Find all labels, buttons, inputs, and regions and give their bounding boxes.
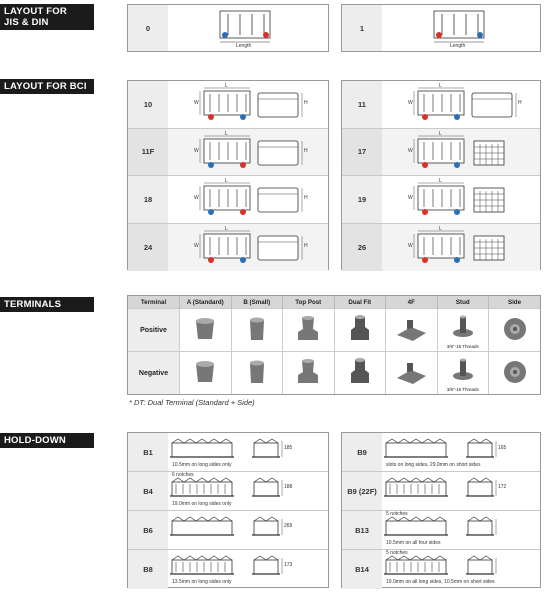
dim-height-label: H — [304, 100, 308, 106]
layout-code: 24 — [128, 224, 168, 272]
dim-length-label: L — [439, 130, 442, 137]
holddown-diagram — [168, 550, 328, 589]
terminal-cell — [437, 352, 489, 394]
dim-length-label: L — [225, 225, 228, 232]
side-terminal-icon — [497, 313, 533, 348]
table-header: Terminal — [128, 296, 180, 309]
holddown-diagram — [382, 472, 540, 510]
table-row — [128, 352, 540, 394]
holddown-row — [128, 433, 328, 472]
terminal-cell — [386, 352, 438, 394]
holddown-row — [128, 472, 328, 511]
holddown-dimension: 172 — [498, 484, 507, 490]
bci-layout-box-right — [341, 80, 541, 270]
table-header: Dual Fit — [334, 296, 386, 309]
table-header: Side — [489, 296, 541, 309]
layout-code: 10 — [128, 81, 168, 128]
holddown-diagram — [168, 511, 328, 549]
battery-layout-diagram — [168, 129, 328, 176]
terminal-cell — [334, 309, 386, 352]
battery-layout-diagram — [382, 176, 540, 223]
notch-count-label: 6 notches — [172, 472, 194, 478]
terminal-cell — [334, 352, 386, 394]
holddown-diagram — [382, 433, 540, 471]
holddown-caption: 13.5mm on long sides only — [172, 579, 232, 585]
stud-terminal-icon — [445, 354, 481, 389]
section-header-holddown: HOLD-DOWN — [0, 433, 94, 448]
section-header-line2: JIS & DIN — [4, 17, 49, 28]
table-header: 4F — [386, 296, 438, 309]
dim-height-label: H — [304, 195, 308, 201]
layout-code: 0 — [128, 5, 168, 51]
holddown-caption: 10.5mm on all four sides — [386, 540, 441, 546]
stud-terminal-icon — [445, 311, 481, 346]
dim-width-label: W — [408, 100, 413, 106]
dim-height-label: H — [304, 242, 308, 249]
battery-layout-diagram — [168, 176, 328, 223]
holddown-dimension: 173 — [284, 562, 293, 568]
bci-layout-row — [342, 129, 540, 177]
holddown-dimension: 269 — [284, 523, 293, 529]
table-header: Top Post — [283, 296, 335, 309]
dim-length-label: L — [439, 178, 442, 184]
holddown-caption: 19.0mm on long sides only — [172, 501, 232, 507]
b-small-terminal-icon — [239, 313, 275, 348]
holddown-row — [342, 472, 540, 511]
layout-code: 11 — [342, 81, 382, 128]
dim-length-label: L — [225, 178, 228, 184]
holddown-diagram — [168, 472, 328, 510]
bci-layout-row — [128, 129, 328, 177]
holddown-diagram — [382, 511, 540, 549]
section-header-line1: LAYOUT FOR — [4, 6, 67, 17]
layout-code: 26 — [342, 224, 382, 272]
table-header: B (Small) — [231, 296, 283, 309]
terminal-cell — [231, 309, 283, 352]
a-standard-terminal-icon — [187, 313, 223, 348]
dim-width-label: W — [408, 242, 413, 249]
dim-width-label: W — [194, 195, 199, 201]
holddown-code: B14 — [342, 550, 382, 589]
a-standard-terminal-icon — [187, 356, 223, 391]
battery-layout-diagram — [382, 5, 540, 51]
dim-width-label: W — [194, 147, 199, 154]
layout-code: 1 — [342, 5, 382, 51]
layout-code: 18 — [128, 176, 168, 223]
dim-length-label: L — [439, 83, 442, 89]
bci-layout-row — [342, 81, 540, 129]
holddown-code: B4 — [128, 472, 168, 510]
terminal-row-label: Negative — [128, 352, 180, 394]
bci-layout-row — [342, 176, 540, 224]
battery-layout-diagram — [382, 224, 540, 272]
terminal-cell — [386, 309, 438, 352]
bci-layout-row — [128, 176, 328, 224]
terminals-footnote: * DT: Dual Terminal (Standard + Side) — [129, 398, 255, 407]
terminals-table — [127, 295, 541, 395]
bci-layout-row — [342, 224, 540, 272]
dim-width-label: W — [194, 242, 199, 249]
bci-layout-row — [128, 81, 328, 129]
4f-terminal-icon — [393, 313, 429, 348]
jis-layout-box-right — [341, 4, 541, 52]
4f-terminal-icon — [393, 356, 429, 391]
notch-count-label: 5 notches — [386, 511, 408, 517]
holddown-dimension: 185 — [284, 445, 293, 451]
holddown-code: B1 — [128, 433, 168, 471]
holddown-code: B9 (22F) — [342, 472, 382, 510]
battery-layout-diagram — [382, 129, 540, 176]
section-header-jis-din — [0, 4, 94, 30]
dim-length-label: L — [225, 130, 228, 137]
notch-count-label: 5 notches — [386, 550, 408, 556]
top-post-terminal-icon — [290, 313, 326, 348]
terminal-cell — [489, 309, 541, 352]
holddown-code: B13 — [342, 511, 382, 549]
stud-thread-note: 3/8"-16 Threads — [446, 387, 479, 392]
terminal-cell — [283, 352, 335, 394]
holddown-code: B6 — [128, 511, 168, 549]
holddown-box-right — [341, 432, 541, 588]
holddown-dimension: 188 — [284, 484, 293, 490]
stud-thread-note: 3/8"-16 Threads — [446, 344, 479, 349]
layout-code: 11F — [128, 129, 168, 176]
holddown-caption: slots on long sides, 29.0mm on short sides — [386, 462, 481, 468]
dual-fit-terminal-icon — [342, 356, 378, 391]
terminal-cell — [437, 309, 489, 352]
jis-layout-box-left — [127, 4, 329, 52]
terminal-cell — [231, 352, 283, 394]
section-header-terminals: TERMINALS — [0, 297, 94, 312]
side-terminal-icon — [497, 356, 533, 391]
battery-layout-diagram — [168, 224, 328, 272]
battery-layout-diagram — [382, 81, 540, 128]
holddown-diagram — [382, 550, 540, 589]
battery-layout-diagram — [168, 5, 328, 51]
dim-width-label: W — [408, 195, 413, 201]
b-small-terminal-icon — [239, 356, 275, 391]
holddown-code: B8 — [128, 550, 168, 589]
table-row — [128, 309, 540, 352]
top-post-terminal-icon — [290, 356, 326, 391]
layout-code: 17 — [342, 129, 382, 176]
holddown-row — [128, 550, 328, 589]
bci-layout-row — [128, 224, 328, 272]
holddown-caption: 19.0mm on all long sides, 10.5mm on short sides — [386, 579, 495, 585]
table-header: A (Standard) — [180, 296, 232, 309]
terminal-row-label: Positive — [128, 309, 180, 352]
length-label: Length — [236, 43, 252, 49]
dim-height-label: H — [304, 147, 308, 154]
battery-layout-diagram — [168, 81, 328, 128]
dim-height-label: H — [518, 100, 522, 106]
terminal-cell — [180, 352, 232, 394]
section-header-bci: LAYOUT FOR BCI — [0, 79, 94, 94]
holddown-box-left — [127, 432, 329, 588]
holddown-caption: 10.5mm on long sides only — [172, 462, 232, 468]
terminal-cell — [283, 309, 335, 352]
dim-length-label: L — [439, 225, 442, 232]
holddown-row — [342, 511, 540, 550]
dim-width-label: W — [194, 100, 199, 106]
length-label: Length — [450, 43, 466, 49]
terminal-cell — [180, 309, 232, 352]
dim-width-label: W — [408, 147, 413, 154]
table-header: Stud — [437, 296, 489, 309]
holddown-dimension: 165 — [498, 445, 507, 451]
holddown-row — [342, 433, 540, 472]
terminal-cell — [489, 352, 541, 394]
dim-length-label: L — [225, 83, 228, 89]
holddown-row — [128, 511, 328, 550]
holddown-diagram — [168, 433, 328, 471]
holddown-code: B9 — [342, 433, 382, 471]
layout-code: 19 — [342, 176, 382, 223]
dual-fit-terminal-icon — [342, 313, 378, 348]
bci-layout-box-left — [127, 80, 329, 270]
holddown-row — [342, 550, 540, 589]
